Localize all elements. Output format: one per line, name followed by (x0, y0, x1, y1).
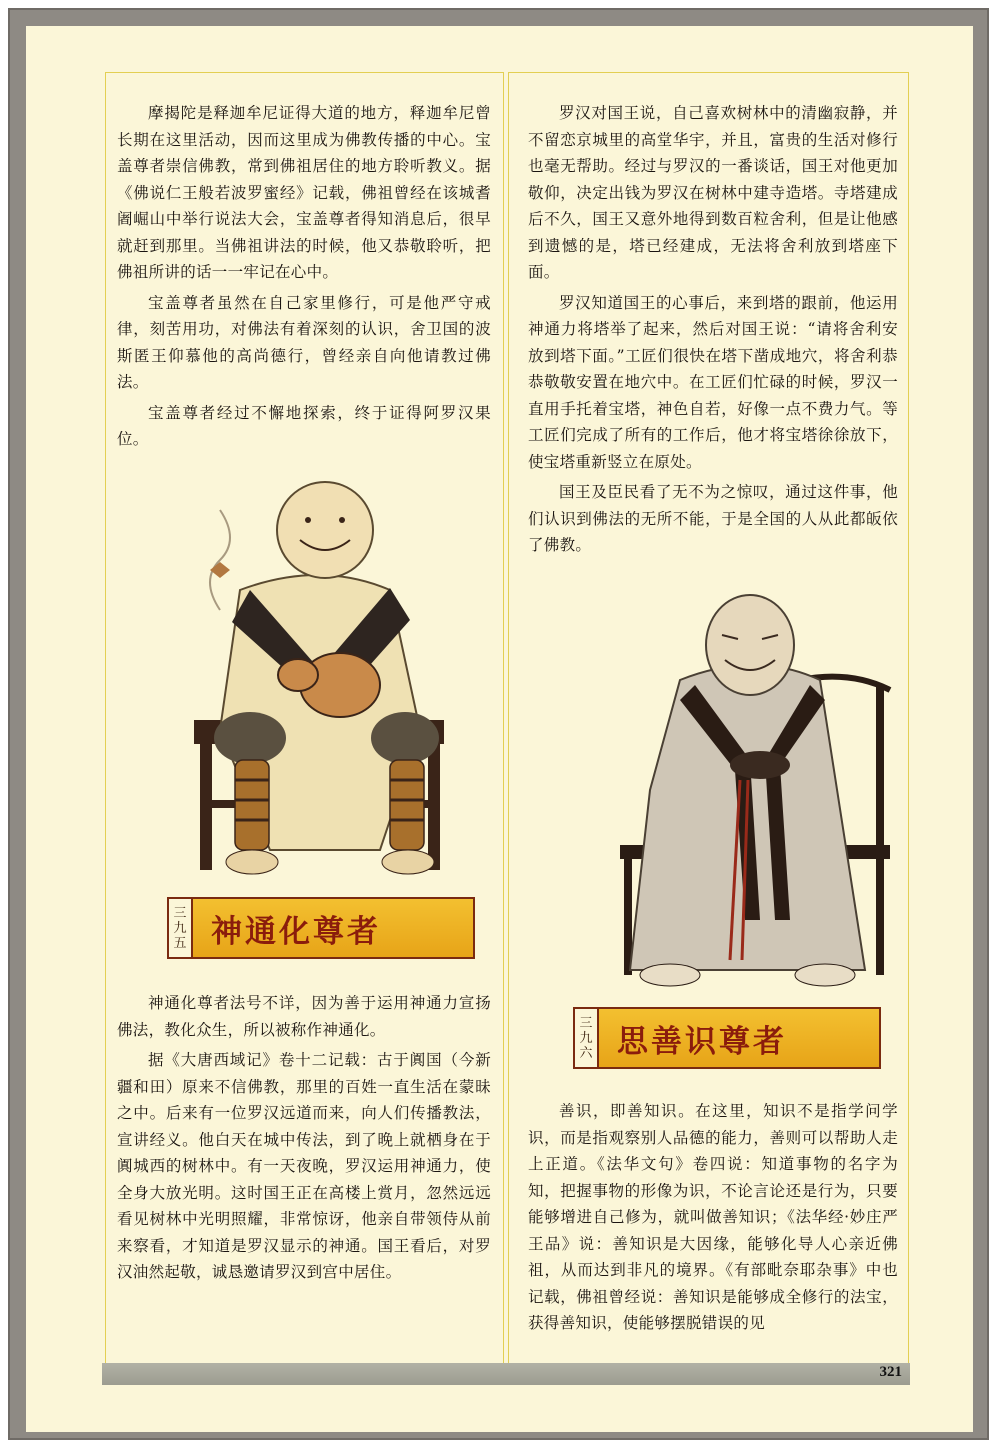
figure-number-digit: 三 (579, 1015, 593, 1031)
left-column-border (105, 72, 106, 1363)
figure-title: 神通化尊者 (193, 899, 473, 957)
arhat-illustration-shentonghua (180, 470, 470, 890)
footer-bar (102, 1363, 910, 1385)
figure-title-box-396 (573, 1007, 881, 1069)
figure-number-digit: 五 (173, 935, 187, 951)
arhat-illustration-sishanshi (610, 590, 900, 1000)
center-column-border-a (503, 72, 504, 1363)
paragraph: 宝盖尊者经过不懈地探索，终于证得阿罗汉果位。 (117, 403, 491, 448)
figure-number (575, 1009, 599, 1067)
figure-title: 思善识尊者 (599, 1009, 879, 1067)
figure-number-digit: 三 (173, 905, 187, 921)
paragraph: 据《大唐西域记》卷十二记载：古于阗国（今新疆和田）原来不信佛教，那里的百姓一直生活在蒙昧之中。后来有一位罗汉远道而来，向人们传播教法，宣讲经义。他白天在城中传法，到了晚上就栖身在于阗城西的树林中。有一天夜晚，罗汉运用神通力，使全身大放光明。这时国王正在高楼上赏月，忽然远远看见树林中光明照耀，非常惊讶，他亲自带领侍从前来察看，才知道是罗汉显示的神通。国王看后，对罗汉油然起敬，诚恳邀请罗汉到宫中居住。 (117, 1051, 491, 1281)
paragraph: 神通化尊者法号不详，因为善于运用神通力宣扬佛法，教化众生，所以被称作神通化。 (117, 994, 491, 1039)
right-intro-text (528, 100, 898, 559)
left-intro-text (117, 100, 491, 453)
left-body-text (117, 990, 491, 1286)
paragraph: 罗汉知道国王的心事后，来到塔的跟前，他运用神通力将塔举了起来，然后对国王说：“请将舍利安放到塔下面。”工匠们很快在塔下凿成地穴，将舍利恭恭敬敬安置在地穴中。在工匠们忙碌的时候，罗汉一直用手托着宝塔，神色自若，好像一点不费力气。等工匠们完成了所有的工作后，他才将宝塔徐徐放下，使宝塔重新竖立在原处。 (528, 293, 898, 471)
figure-title-box-395 (167, 897, 475, 959)
figure-number-digit: 六 (579, 1045, 593, 1061)
figure-number-digit: 九 (173, 920, 187, 936)
left-column-top (105, 72, 503, 73)
paragraph: 善识，即善知识。在这里，知识不是指学问学识，而是指观察别人品德的能力，善则可以帮助人走上正道。《法华文句》卷四说：知道事物的名字为知，把握事物的形像为识，不论言论还是行为，只要能够增进自己修为，就叫做善知识；《法华经·妙庄严王品》说：善知识是大因缘，能够化导人心亲近佛祖，从而达到非凡的境界。《有部毗奈耶杂事》中也记载，佛祖曾经说：善知识是能够成全修行的法宝，获得善知识，使能够摆脱错误的见 (528, 1102, 898, 1332)
page-number: 321 (879, 1364, 902, 1380)
figure-number-digit: 九 (579, 1030, 593, 1046)
paragraph: 摩揭陀是释迦牟尼证得大道的地方，释迦牟尼曾长期在这里活动，因而这里成为佛教传播的中心。宝盖尊者崇信佛教，常到佛祖居住的地方聆听教义。据《佛说仁王般若波罗蜜经》记载，佛祖曾经在该城耆阇崛山中举行说法大会，宝盖尊者得知消息后，很早就赶到那里。当佛祖讲法的时候，他又恭敬聆听，把佛祖所讲的话一一牢记在心中。 (117, 104, 491, 281)
figure-number (169, 899, 193, 957)
right-column-top (508, 72, 908, 73)
paragraph: 罗汉对国王说，自己喜欢树林中的清幽寂静，并不留恋京城里的高堂华宇，并且，富贵的生活对修行也毫无帮助。经过与罗汉的一番谈话，国王对他更加敬仰，决定出钱为罗汉在树林中建寺造塔。寺塔建成后不久，国王又意外地得到数百粒舍利，但是让他感到遗憾的是，塔已经建成，无法将舍利放到塔座下面。 (528, 104, 898, 281)
right-column-border (908, 72, 909, 1363)
paragraph: 国王及臣民看了无不为之惊叹，通过这件事，他们认识到佛法的无所不能，于是全国的人从此都皈依了佛教。 (528, 483, 898, 554)
center-column-border-b (508, 72, 509, 1363)
right-body-text (528, 1098, 898, 1337)
paragraph: 宝盖尊者虽然在自己家里修行，可是他严守戒律，刻苦用功，对佛法有着深刻的认识，舍卫国的波斯匿王仰慕他的高尚德行，曾经亲自向他请教过佛法。 (117, 293, 491, 391)
